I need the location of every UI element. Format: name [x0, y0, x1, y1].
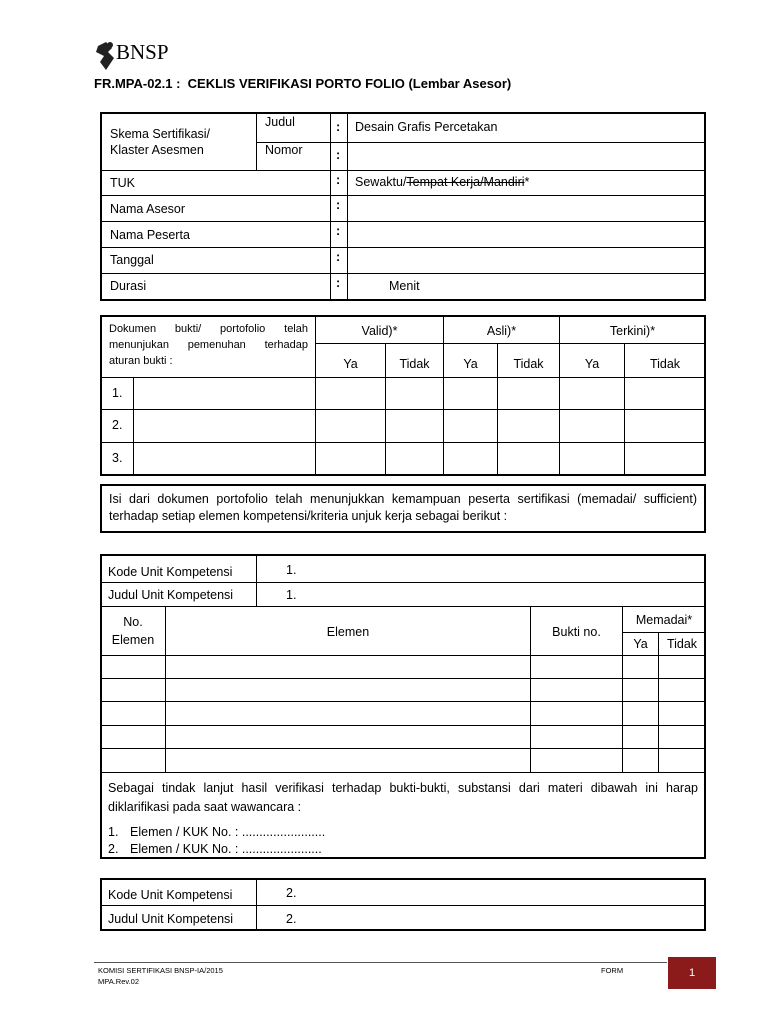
terkini-ya: Ya — [584, 357, 600, 371]
bukti-row-number: 3. — [112, 451, 123, 465]
colon: : — [336, 224, 341, 238]
bnsp-logo — [94, 38, 174, 74]
followup-item-text: Elemen / KUK No. : ........................ — [130, 825, 326, 839]
judul-label: Judul — [265, 115, 295, 129]
tuk-value — [355, 175, 529, 190]
no-elemen-line1: No. — [123, 615, 143, 629]
no-elemen-line2: Elemen — [111, 633, 155, 647]
unit1-kode-value: 1. — [286, 563, 297, 577]
elemen-header: Elemen — [326, 625, 370, 639]
asesor-label: Nama Asesor — [110, 202, 186, 216]
skema-label: Skema Sertifikasi/ — [110, 127, 211, 141]
colon: : — [336, 198, 341, 212]
valid-ya: Ya — [343, 357, 358, 371]
terkini-tidak: Tidak — [649, 357, 681, 371]
colon: : — [336, 276, 341, 290]
nomor-label: Nomor — [265, 143, 303, 157]
valid-tidak: Tidak — [399, 357, 430, 371]
footer-rev: MPA.Rev.02 — [98, 977, 139, 986]
followup-item — [108, 842, 322, 857]
unit1-judul-value: 1. — [286, 588, 297, 602]
tuk-value-sewaktu: Sewaktu/ — [355, 175, 407, 189]
asli-header: Asli)* — [486, 324, 517, 338]
colon: : — [336, 120, 341, 134]
asli-tidak: Tidak — [513, 357, 544, 371]
unit2-judul-value: 2. — [286, 912, 297, 926]
colon: : — [336, 148, 341, 162]
unit1-kode-label: Kode Unit Kompetensi — [108, 565, 233, 579]
colon: : — [336, 173, 341, 187]
klaster-label: Klaster Asesmen — [110, 143, 204, 157]
statement-text: Isi dari dokumen portofolio telah menunjukkan kemampuan peserta sertifikasi (memadai/ sufficient) terhadap setiap elemen kompetensi/kriteria unjuk kerja sebagai berikut : — [109, 492, 697, 523]
judul-value: Desain Grafis Percetakan — [355, 120, 498, 134]
logo-text: BNSP — [116, 40, 169, 64]
tuk-value-asterisk: * — [524, 175, 530, 189]
bukti-no-header: Bukti no. — [552, 625, 601, 639]
tuk-value-strike: Tempat Kerja/Mandiri — [406, 175, 525, 189]
page-number: 1 — [688, 967, 696, 979]
page-title: FR.MPA-02.1 : CEKLIS VERIFIKASI PORTO FOLIO (Lembar Asesor) — [94, 76, 512, 91]
memadai-ya: Ya — [633, 637, 648, 651]
no-elemen-header — [101, 615, 165, 648]
memadai-header: Memadai* — [635, 613, 693, 627]
bukti-row-number: 2. — [112, 418, 123, 432]
bukti-row-number: 1. — [112, 386, 123, 400]
footer-org: KOMISI SERTIFIKASI BNSP-IA/2015 — [98, 966, 223, 975]
peserta-label: Nama Peserta — [110, 228, 190, 242]
bukti-description: Dokumen bukti/ portofolio telah menunjukan pemenuhan terhadap aturan bukti : — [109, 323, 308, 367]
followup-text: Sebagai tindak lanjut hasil verifikasi terhadap bukti-bukti, substansi dari materi dibawah ini harap diklarifikasi pada saat wawancara : — [108, 781, 698, 814]
durasi-value: Menit — [389, 279, 420, 293]
valid-header: Valid)* — [361, 324, 398, 338]
durasi-label: Durasi — [110, 279, 147, 293]
bnsp-emblem-icon — [94, 40, 118, 74]
followup-item-number: 1. — [108, 825, 119, 839]
unit2-kode-label: Kode Unit Kompetensi — [108, 888, 233, 902]
tuk-label: TUK — [110, 176, 135, 190]
unit1-judul-label: Judul Unit Kompetensi — [108, 588, 234, 602]
terkini-header: Terkini)* — [609, 324, 656, 338]
tanggal-label: Tanggal — [110, 253, 154, 267]
unit2-kode-value: 2. — [286, 886, 297, 900]
colon: : — [336, 250, 341, 264]
followup-item-text: Elemen / KUK No. : ....................... — [130, 842, 322, 856]
page-number-box — [668, 957, 716, 989]
followup-item — [108, 825, 325, 840]
memadai-tidak: Tidak — [666, 637, 698, 651]
asli-ya: Ya — [463, 357, 478, 371]
footer-rule — [94, 962, 667, 963]
unit2-judul-label: Judul Unit Kompetensi — [108, 912, 234, 926]
followup-item-number: 2. — [108, 842, 119, 856]
footer-form: FORM — [601, 966, 624, 975]
